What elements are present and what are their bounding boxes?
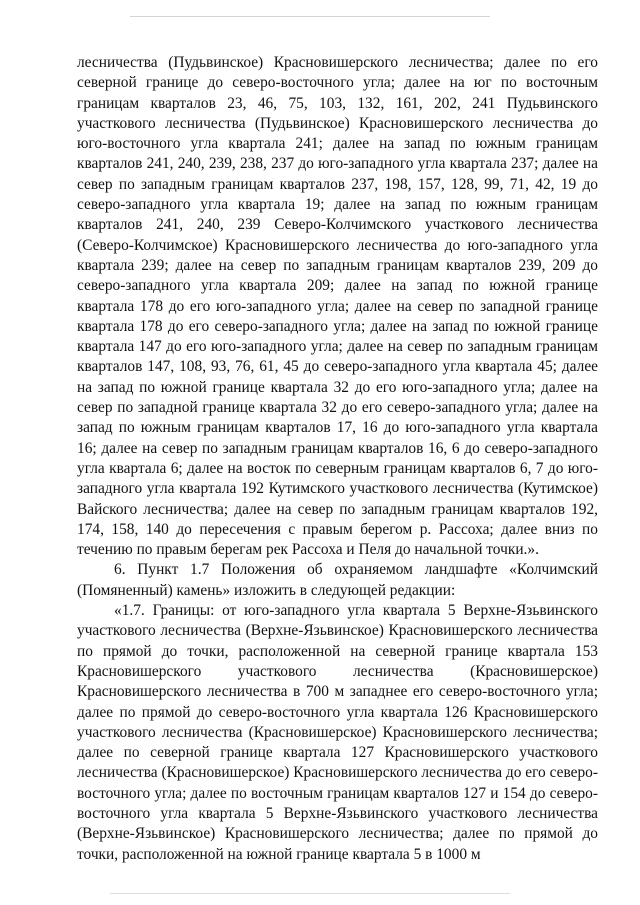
paragraph-clause-1-7: «1.7. Границы: от юго-западного угла квартала 5 Верхне-Язьвинского участкового лесничества (Верхне-Язьвинское) Красновишерского лесничества по прямой до точки, расположенной на северной границе квартала 153 Красновишерского участкового лесничества (Красновишерское) Красновишерского лесничества в 700 м западнее его северо-восточного угла; далее по прямой до северо-восточного угла квартала 126 Красновишерского участкового лесничества (Красновишерское) Красновишерского лесничества; далее по северной границе квартала 127 Красновишерского участкового лесничества (Красновишерское) Красновишерского лесничества до его северо-восточного угла; далее по восточным границам кварталов 127 и 154 до северо-восточного угла квартала 5 Верхне-Язьвинского участкового лесничества (Верхне-Язьвинское) Красновишерского лесничества; далее по прямой до точки, расположенной на южной границе квартала 5 в 1000 м [77,602,598,863]
document-body [77,53,598,865]
paragraph-item-6: 6. Пункт 1.7 Положения об охраняемом ландшафте «Колчимский (Помяненный) камень» изложить в следующей редакции: [77,561,598,599]
scan-edge-line-top [130,16,490,17]
scan-edge-line-bottom [110,893,510,894]
paragraph-continuation: лесничества (Пудьвинское) Красновишерского лесничества; далее по его северной границе до северо-восточного угла; далее на юг по восточным границам кварталов 23, 46, 75, 103, 132, 161, 202, 241 Пудьвинского участкового лесничества (Пудьвинское) Красновишерского лесничества до юго-восточного угла квартала 241; далее на запад по южным границам кварталов 241, 240, 239, 238, 237 до юго-западного угла квартала 237; далее на север по западным границам кварталов 237, 198, 157, 128, 99, 71, 42, 19 до северо-западного угла квартала 19; далее на запад по южным границам кварталов 241, 240, 239 Северо-Колчимского участкового лесничества (Северо-Колчимское) Красновишерского лесничества до юго-западного угла квартала 239; далее на север по западным границам кварталов 239, 209 до северо-западного угла квартала 209; далее на запад по южной границе квартала 178 до его юго-западного угла; далее на север по западной границе квартала 178 до его северо-западного угла; далее на запад по южной границе квартала 147 до его юго-западного угла; далее на север по западным границам кварталов 147, 108, 93, 76, 61, 45 до северо-западного угла квартала 45; далее на запад по южной границе квартала 32 до его юго-западного угла; далее на север по западной границе квартала 32 до его северо-западного угла; далее на запад по южным границам кварталов 17, 16 до юго-западного угла квартала 16; далее на север по западным границам кварталов 16, 6 до северо-западного угла квартала 6; далее на восток по северным границам кварталов 6, 7 до юго-западного угла квартала 192 Кутимского участкового лесничества (Кутимское) Вайского лесничества; далее на север по западным границам кварталов 192, 174, 158, 140 до пересечения с правым берегом р. Рассоха; далее вниз по течению по правым берегам рек Рассоха и Пеля до начальной точки.». [77,54,598,559]
